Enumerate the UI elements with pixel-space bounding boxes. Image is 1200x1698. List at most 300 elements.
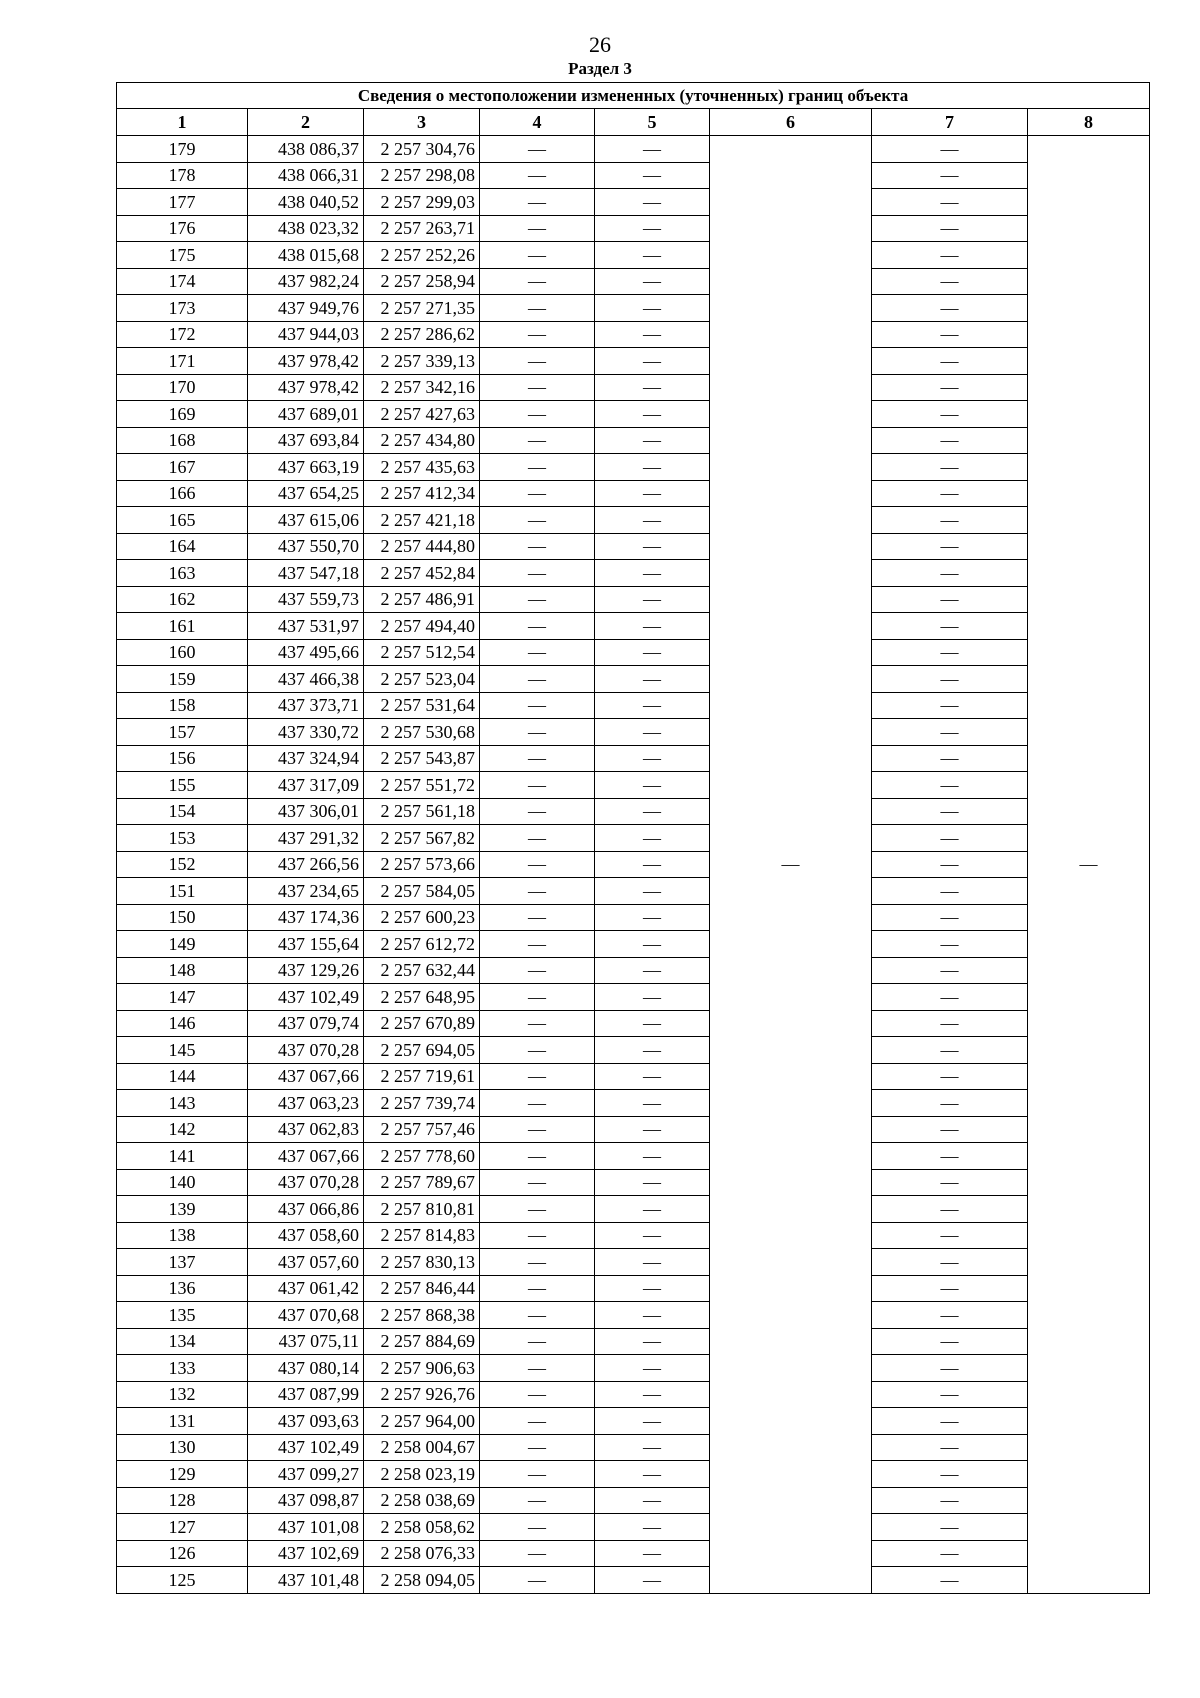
column-5-cell: —: [595, 957, 710, 984]
point-number-cell: 161: [117, 613, 248, 640]
table-row: [117, 719, 1150, 746]
column-number: 6: [710, 109, 872, 136]
column-4-cell: —: [480, 1381, 595, 1408]
column-5-cell: —: [595, 1487, 710, 1514]
column-5-cell: —: [595, 136, 710, 163]
y-coordinate-cell: 2 257 342,16: [364, 374, 480, 401]
point-number-cell: 142: [117, 1116, 248, 1143]
x-coordinate-cell: 437 057,60: [248, 1249, 364, 1276]
x-coordinate-cell: 437 944,03: [248, 321, 364, 348]
column-4-cell: —: [480, 1408, 595, 1435]
column-number: 4: [480, 109, 595, 136]
column-4-cell: —: [480, 586, 595, 613]
y-coordinate-cell: 2 257 530,68: [364, 719, 480, 746]
table-row: [117, 136, 1150, 163]
column-5-cell: —: [595, 745, 710, 772]
column-5-cell: —: [595, 1275, 710, 1302]
point-number-cell: 160: [117, 639, 248, 666]
column-7-cell: —: [872, 295, 1028, 322]
column-7-cell: —: [872, 507, 1028, 534]
column-7-cell: —: [872, 1514, 1028, 1541]
column-4-cell: —: [480, 719, 595, 746]
y-coordinate-cell: 2 257 810,81: [364, 1196, 480, 1223]
y-coordinate-cell: 2 257 830,13: [364, 1249, 480, 1276]
point-number-cell: 134: [117, 1328, 248, 1355]
y-coordinate-cell: 2 257 719,61: [364, 1063, 480, 1090]
column-4-cell: —: [480, 1328, 595, 1355]
x-coordinate-cell: 437 080,14: [248, 1355, 364, 1382]
column-5-cell: —: [595, 427, 710, 454]
x-coordinate-cell: 437 066,86: [248, 1196, 364, 1223]
column-4-cell: —: [480, 613, 595, 640]
table-row: [117, 268, 1150, 295]
column-7-cell: —: [872, 1408, 1028, 1435]
y-coordinate-cell: 2 257 299,03: [364, 189, 480, 216]
x-coordinate-cell: 438 066,31: [248, 162, 364, 189]
column-5-cell: —: [595, 480, 710, 507]
column-7-cell: —: [872, 957, 1028, 984]
y-coordinate-cell: 2 257 778,60: [364, 1143, 480, 1170]
column-4-cell: —: [480, 1461, 595, 1488]
column-7-cell: —: [872, 1381, 1028, 1408]
x-coordinate-cell: 437 663,19: [248, 454, 364, 481]
point-number-cell: 168: [117, 427, 248, 454]
column-4-cell: —: [480, 957, 595, 984]
column-5-cell: —: [595, 215, 710, 242]
column-7-cell: —: [872, 1143, 1028, 1170]
point-number-cell: 136: [117, 1275, 248, 1302]
table-row: [117, 1275, 1150, 1302]
table-row: [117, 480, 1150, 507]
column-7-cell: —: [872, 560, 1028, 587]
table-row: [117, 878, 1150, 905]
table-row: [117, 560, 1150, 587]
column-4-cell: —: [480, 904, 595, 931]
point-number-cell: 151: [117, 878, 248, 905]
point-number-cell: 165: [117, 507, 248, 534]
x-coordinate-cell: 437 174,36: [248, 904, 364, 931]
column-4-cell: —: [480, 745, 595, 772]
y-coordinate-cell: 2 257 632,44: [364, 957, 480, 984]
table-row: [117, 1434, 1150, 1461]
x-coordinate-cell: 437 155,64: [248, 931, 364, 958]
column-4-cell: —: [480, 1434, 595, 1461]
point-number-cell: 128: [117, 1487, 248, 1514]
column-5-cell: —: [595, 586, 710, 613]
y-coordinate-cell: 2 257 573,66: [364, 851, 480, 878]
y-coordinate-cell: 2 257 789,67: [364, 1169, 480, 1196]
point-number-cell: 176: [117, 215, 248, 242]
table-row: [117, 533, 1150, 560]
column-7-cell: —: [872, 215, 1028, 242]
column-6-merged-cell: —: [710, 136, 872, 1594]
x-coordinate-cell: 437 550,70: [248, 533, 364, 560]
column-4-cell: —: [480, 268, 595, 295]
x-coordinate-cell: 437 101,08: [248, 1514, 364, 1541]
column-7-cell: —: [872, 162, 1028, 189]
column-4-cell: —: [480, 666, 595, 693]
column-4-cell: —: [480, 878, 595, 905]
table-title: Сведения о местоположении измененных (уточненных) границ объекта: [117, 83, 1150, 109]
column-4-cell: —: [480, 1116, 595, 1143]
column-5-cell: —: [595, 1355, 710, 1382]
x-coordinate-cell: 437 070,28: [248, 1169, 364, 1196]
column-4-cell: —: [480, 374, 595, 401]
point-number-cell: 166: [117, 480, 248, 507]
y-coordinate-cell: 2 257 648,95: [364, 984, 480, 1011]
table-row: [117, 639, 1150, 666]
column-4-cell: —: [480, 772, 595, 799]
column-7-cell: —: [872, 931, 1028, 958]
point-number-cell: 138: [117, 1222, 248, 1249]
y-coordinate-cell: 2 257 531,64: [364, 692, 480, 719]
column-4-cell: —: [480, 215, 595, 242]
y-coordinate-cell: 2 257 612,72: [364, 931, 480, 958]
point-number-cell: 174: [117, 268, 248, 295]
x-coordinate-cell: 437 654,25: [248, 480, 364, 507]
point-number-cell: 178: [117, 162, 248, 189]
column-4-cell: —: [480, 1487, 595, 1514]
x-coordinate-cell: 437 306,01: [248, 798, 364, 825]
point-number-cell: 173: [117, 295, 248, 322]
point-number-cell: 127: [117, 1514, 248, 1541]
table-row: [117, 931, 1150, 958]
column-7-cell: —: [872, 772, 1028, 799]
column-5-cell: —: [595, 1090, 710, 1117]
column-7-cell: —: [872, 136, 1028, 163]
x-coordinate-cell: 437 062,83: [248, 1116, 364, 1143]
column-4-cell: —: [480, 851, 595, 878]
column-4-cell: —: [480, 295, 595, 322]
y-coordinate-cell: 2 257 567,82: [364, 825, 480, 852]
point-number-cell: 152: [117, 851, 248, 878]
table-row: [117, 692, 1150, 719]
x-coordinate-cell: 437 547,18: [248, 560, 364, 587]
y-coordinate-cell: 2 258 094,05: [364, 1567, 480, 1594]
y-coordinate-cell: 2 257 452,84: [364, 560, 480, 587]
column-4-cell: —: [480, 560, 595, 587]
y-coordinate-cell: 2 257 906,63: [364, 1355, 480, 1382]
y-coordinate-cell: 2 257 814,83: [364, 1222, 480, 1249]
y-coordinate-cell: 2 257 868,38: [364, 1302, 480, 1329]
table-row: [117, 1302, 1150, 1329]
y-coordinate-cell: 2 258 023,19: [364, 1461, 480, 1488]
column-4-cell: —: [480, 1063, 595, 1090]
point-number-cell: 153: [117, 825, 248, 852]
y-coordinate-cell: 2 258 038,69: [364, 1487, 480, 1514]
point-number-cell: 137: [117, 1249, 248, 1276]
table-row: [117, 825, 1150, 852]
table-row: [117, 1222, 1150, 1249]
table-row: [117, 321, 1150, 348]
column-5-cell: —: [595, 321, 710, 348]
column-4-cell: —: [480, 480, 595, 507]
column-7-cell: —: [872, 533, 1028, 560]
table-title-row: [117, 83, 1150, 109]
table-row: [117, 242, 1150, 269]
point-number-cell: 169: [117, 401, 248, 428]
column-7-cell: —: [872, 1461, 1028, 1488]
table-row: [117, 1540, 1150, 1567]
column-number: 7: [872, 109, 1028, 136]
table-row: [117, 215, 1150, 242]
y-coordinate-cell: 2 257 271,35: [364, 295, 480, 322]
x-coordinate-cell: 437 101,48: [248, 1567, 364, 1594]
y-coordinate-cell: 2 257 252,26: [364, 242, 480, 269]
column-number: 8: [1028, 109, 1150, 136]
y-coordinate-cell: 2 257 757,46: [364, 1116, 480, 1143]
column-4-cell: —: [480, 507, 595, 534]
x-coordinate-cell: 437 982,24: [248, 268, 364, 295]
column-7-cell: —: [872, 798, 1028, 825]
point-number-cell: 140: [117, 1169, 248, 1196]
table-row: [117, 1328, 1150, 1355]
column-7-cell: —: [872, 666, 1028, 693]
column-4-cell: —: [480, 348, 595, 375]
column-7-cell: —: [872, 719, 1028, 746]
column-7-cell: —: [872, 1540, 1028, 1567]
point-number-cell: 177: [117, 189, 248, 216]
column-5-cell: —: [595, 1381, 710, 1408]
column-4-cell: —: [480, 825, 595, 852]
table-row: [117, 957, 1150, 984]
y-coordinate-cell: 2 257 298,08: [364, 162, 480, 189]
x-coordinate-cell: 437 075,11: [248, 1328, 364, 1355]
point-number-cell: 144: [117, 1063, 248, 1090]
column-7-cell: —: [872, 1169, 1028, 1196]
x-coordinate-cell: 437 324,94: [248, 745, 364, 772]
y-coordinate-cell: 2 257 846,44: [364, 1275, 480, 1302]
x-coordinate-cell: 437 070,28: [248, 1037, 364, 1064]
table-row: [117, 745, 1150, 772]
column-4-cell: —: [480, 454, 595, 481]
x-coordinate-cell: 437 102,49: [248, 984, 364, 1011]
y-coordinate-cell: 2 257 434,80: [364, 427, 480, 454]
table-row: [117, 798, 1150, 825]
table-row: [117, 162, 1150, 189]
x-coordinate-cell: 437 689,01: [248, 401, 364, 428]
point-number-cell: 162: [117, 586, 248, 613]
x-coordinate-cell: 437 234,65: [248, 878, 364, 905]
column-5-cell: —: [595, 1408, 710, 1435]
point-number-cell: 135: [117, 1302, 248, 1329]
y-coordinate-cell: 2 257 435,63: [364, 454, 480, 481]
column-5-cell: —: [595, 613, 710, 640]
column-5-cell: —: [595, 904, 710, 931]
column-4-cell: —: [480, 1010, 595, 1037]
column-5-cell: —: [595, 560, 710, 587]
x-coordinate-cell: 438 040,52: [248, 189, 364, 216]
column-5-cell: —: [595, 878, 710, 905]
table-row: [117, 1487, 1150, 1514]
column-number-row: [117, 109, 1150, 136]
column-5-cell: —: [595, 1037, 710, 1064]
column-7-cell: —: [872, 692, 1028, 719]
column-number: 1: [117, 109, 248, 136]
column-4-cell: —: [480, 1514, 595, 1541]
y-coordinate-cell: 2 257 339,13: [364, 348, 480, 375]
column-4-cell: —: [480, 533, 595, 560]
column-4-cell: —: [480, 692, 595, 719]
y-coordinate-cell: 2 257 286,62: [364, 321, 480, 348]
column-4-cell: —: [480, 1196, 595, 1223]
table-row: [117, 1090, 1150, 1117]
y-coordinate-cell: 2 257 884,69: [364, 1328, 480, 1355]
y-coordinate-cell: 2 257 543,87: [364, 745, 480, 772]
column-4-cell: —: [480, 1355, 595, 1382]
point-number-cell: 147: [117, 984, 248, 1011]
table-row: [117, 189, 1150, 216]
point-number-cell: 139: [117, 1196, 248, 1223]
y-coordinate-cell: 2 257 694,05: [364, 1037, 480, 1064]
table-row: [117, 1355, 1150, 1382]
x-coordinate-cell: 438 023,32: [248, 215, 364, 242]
column-7-cell: —: [872, 321, 1028, 348]
y-coordinate-cell: 2 257 670,89: [364, 1010, 480, 1037]
column-7-cell: —: [872, 613, 1028, 640]
x-coordinate-cell: 437 317,09: [248, 772, 364, 799]
column-5-cell: —: [595, 639, 710, 666]
column-4-cell: —: [480, 1222, 595, 1249]
point-number-cell: 149: [117, 931, 248, 958]
column-4-cell: —: [480, 1540, 595, 1567]
column-7-cell: —: [872, 480, 1028, 507]
column-5-cell: —: [595, 1116, 710, 1143]
column-4-cell: —: [480, 639, 595, 666]
y-coordinate-cell: 2 258 058,62: [364, 1514, 480, 1541]
column-7-cell: —: [872, 268, 1028, 295]
x-coordinate-cell: 437 373,71: [248, 692, 364, 719]
column-7-cell: —: [872, 904, 1028, 931]
x-coordinate-cell: 437 129,26: [248, 957, 364, 984]
table-row: [117, 401, 1150, 428]
point-number-cell: 141: [117, 1143, 248, 1170]
table-row: [117, 1408, 1150, 1435]
point-number-cell: 179: [117, 136, 248, 163]
column-7-cell: —: [872, 1116, 1028, 1143]
column-4-cell: —: [480, 242, 595, 269]
column-7-cell: —: [872, 1567, 1028, 1594]
x-coordinate-cell: 437 099,27: [248, 1461, 364, 1488]
point-number-cell: 171: [117, 348, 248, 375]
column-5-cell: —: [595, 825, 710, 852]
table-row: [117, 427, 1150, 454]
table-row: [117, 1196, 1150, 1223]
column-7-cell: —: [872, 1222, 1028, 1249]
column-4-cell: —: [480, 321, 595, 348]
x-coordinate-cell: 437 949,76: [248, 295, 364, 322]
column-4-cell: —: [480, 1143, 595, 1170]
column-7-cell: —: [872, 348, 1028, 375]
column-7-cell: —: [872, 1275, 1028, 1302]
y-coordinate-cell: 2 257 512,54: [364, 639, 480, 666]
column-5-cell: —: [595, 242, 710, 269]
column-4-cell: —: [480, 931, 595, 958]
x-coordinate-cell: 437 266,56: [248, 851, 364, 878]
column-5-cell: —: [595, 984, 710, 1011]
y-coordinate-cell: 2 257 561,18: [364, 798, 480, 825]
boundary-coordinates-table: [116, 82, 1150, 1594]
x-coordinate-cell: 437 615,06: [248, 507, 364, 534]
column-8-merged-cell: —: [1028, 136, 1150, 1594]
x-coordinate-cell: 437 495,66: [248, 639, 364, 666]
column-5-cell: —: [595, 189, 710, 216]
column-5-cell: —: [595, 1169, 710, 1196]
y-coordinate-cell: 2 257 304,76: [364, 136, 480, 163]
column-7-cell: —: [872, 242, 1028, 269]
table-row: [117, 1249, 1150, 1276]
column-5-cell: —: [595, 1461, 710, 1488]
x-coordinate-cell: 437 978,42: [248, 374, 364, 401]
point-number-cell: 146: [117, 1010, 248, 1037]
column-4-cell: —: [480, 189, 595, 216]
point-number-cell: 175: [117, 242, 248, 269]
x-coordinate-cell: 437 330,72: [248, 719, 364, 746]
x-coordinate-cell: 437 093,63: [248, 1408, 364, 1435]
column-5-cell: —: [595, 1328, 710, 1355]
column-7-cell: —: [872, 851, 1028, 878]
table-row: [117, 374, 1150, 401]
table-row: [117, 613, 1150, 640]
column-5-cell: —: [595, 268, 710, 295]
x-coordinate-cell: 437 098,87: [248, 1487, 364, 1514]
column-5-cell: —: [595, 1540, 710, 1567]
column-4-cell: —: [480, 984, 595, 1011]
x-coordinate-cell: 438 015,68: [248, 242, 364, 269]
point-number-cell: 143: [117, 1090, 248, 1117]
x-coordinate-cell: 437 102,49: [248, 1434, 364, 1461]
table-row: [117, 454, 1150, 481]
x-coordinate-cell: 437 067,66: [248, 1063, 364, 1090]
y-coordinate-cell: 2 257 421,18: [364, 507, 480, 534]
table-row: [117, 1037, 1150, 1064]
column-5-cell: —: [595, 719, 710, 746]
column-5-cell: —: [595, 348, 710, 375]
column-5-cell: —: [595, 1434, 710, 1461]
column-7-cell: —: [872, 1434, 1028, 1461]
table-row: [117, 507, 1150, 534]
column-5-cell: —: [595, 374, 710, 401]
column-7-cell: —: [872, 1063, 1028, 1090]
table-row: [117, 295, 1150, 322]
point-number-cell: 130: [117, 1434, 248, 1461]
column-5-cell: —: [595, 454, 710, 481]
y-coordinate-cell: 2 257 444,80: [364, 533, 480, 560]
column-5-cell: —: [595, 1063, 710, 1090]
column-7-cell: —: [872, 878, 1028, 905]
table-row: [117, 1116, 1150, 1143]
y-coordinate-cell: 2 257 600,23: [364, 904, 480, 931]
column-7-cell: —: [872, 427, 1028, 454]
point-number-cell: 154: [117, 798, 248, 825]
column-4-cell: —: [480, 162, 595, 189]
column-5-cell: —: [595, 295, 710, 322]
x-coordinate-cell: 437 087,99: [248, 1381, 364, 1408]
point-number-cell: 125: [117, 1567, 248, 1594]
table-row: [117, 984, 1150, 1011]
column-7-cell: —: [872, 1328, 1028, 1355]
table-row: [117, 1063, 1150, 1090]
point-number-cell: 163: [117, 560, 248, 587]
table-row: [117, 1010, 1150, 1037]
column-7-cell: —: [872, 1355, 1028, 1382]
point-number-cell: 172: [117, 321, 248, 348]
table-row: [117, 1461, 1150, 1488]
y-coordinate-cell: 2 257 584,05: [364, 878, 480, 905]
x-coordinate-cell: 437 102,69: [248, 1540, 364, 1567]
column-5-cell: —: [595, 666, 710, 693]
table-row: [117, 904, 1150, 931]
